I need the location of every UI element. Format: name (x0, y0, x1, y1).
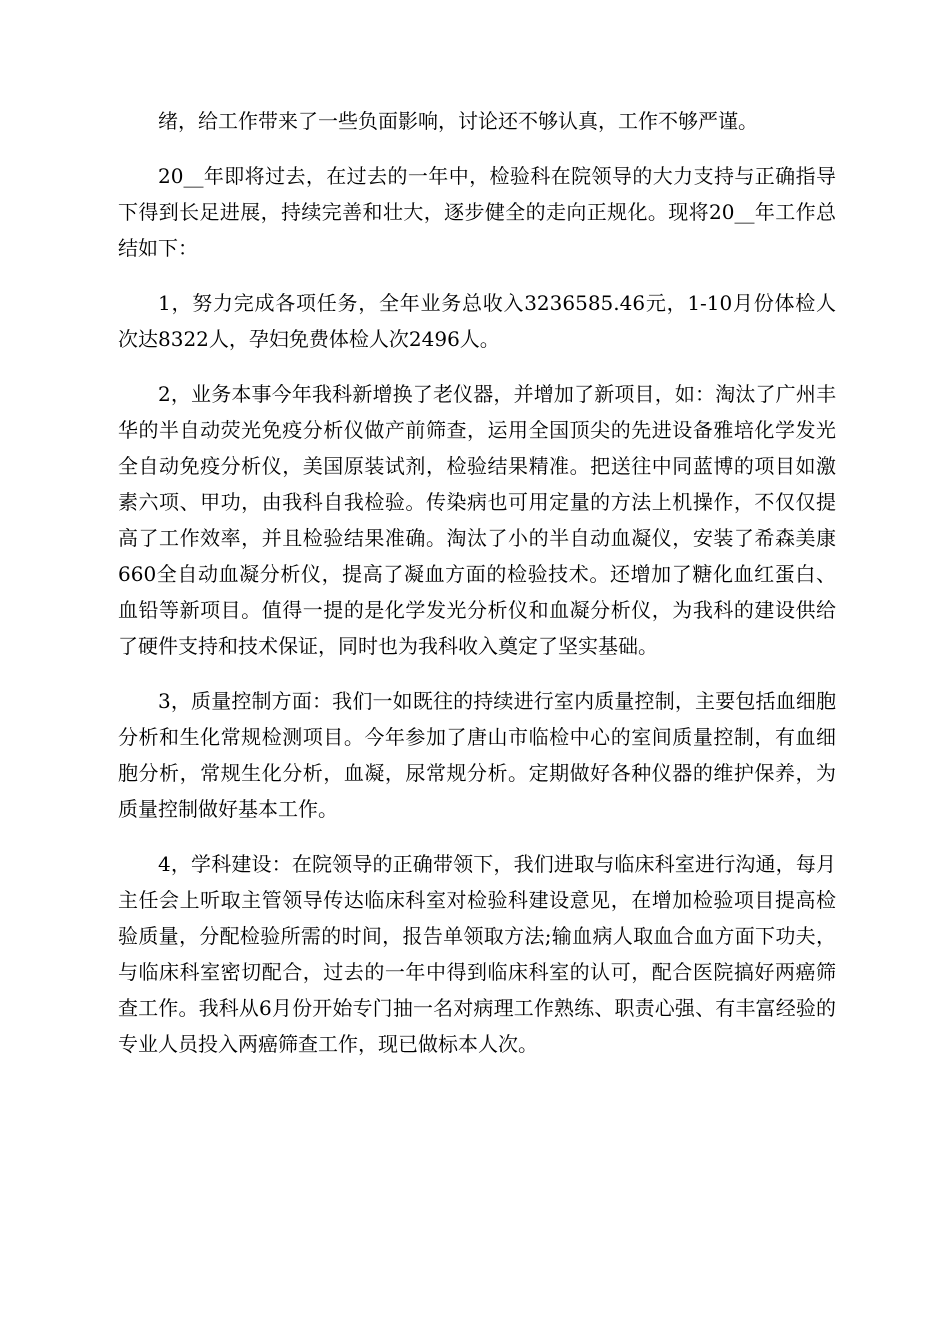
paragraph-intro: 20__年即将过去，在过去的一年中，检验科在院领导的大力支持与正确指导下得到长足进展，持续完善和壮大，逐步健全的走向正规化。现将20__年工作总结如下： (118, 164, 836, 260)
paragraph-item-2: 2，业务本事今年我科新增换了老仪器，并增加了新项目，如：淘汰了广州丰华的半自动荧光免疫分析仪做产前筛查，运用全国顶尖的先进设备雅培化学发光全自动免疫分析仪，美国原装试剂，检验结果精准。把送往中同蓝博的项目如激素六项、甲功，由我科自我检验。传染病也可用定量的方法上机操作，不仅仅提高了工作效率，并且检验结果准确。淘汰了小的半自动血凝仪，安装了希森美康660全自动血凝分析仪，提高了凝血方面的检验技术。还增加了糖化血红蛋白、血铅等新项目。值得一提的是化学发光分析仪和血凝分析仪，为我科的建设供给了硬件支持和技术保证，同时也为我科收入奠定了坚实基础。 (118, 382, 836, 658)
paragraph-item-1: 1，努力完成各项任务，全年业务总收入3236585.46元，1-10月份体检人次达8322人，孕妇免费体检人次2496人。 (118, 291, 836, 351)
paragraph-item-3: 3，质量控制方面：我们一如既往的持续进行室内质量控制，主要包括血细胞分析和生化常规检测项目。今年参加了唐山市临检中心的室间质量控制，有血细胞分析，常规生化分析，血凝，尿常规分析。定期做好各种仪器的维护保养，为质量控制做好基本工作。 (118, 689, 836, 821)
paragraph-item-4: 4，学科建设：在院领导的正确带领下，我们进取与临床科室进行沟通，每月主任会上听取主管领导传达临床科室对检验科建设意见，在增加检验项目提高检验质量，分配检验所需的时间，报告单领取方法;输血病人取血合血方面下功夫，与临床科室密切配合，过去的一年中得到临床科室的认可，配合医院搞好两癌筛查工作。我科从6月份开始专门抽一名对病理工作熟练、职责心强、有丰富经验的专业人员投入两癌筛查工作，现已做标本人次。 (118, 852, 836, 1056)
document-page (118, 103, 836, 1081)
paragraph-continuation: 绪，给工作带来了一些负面影响，讨论还不够认真，工作不够严谨。 (158, 109, 758, 133)
